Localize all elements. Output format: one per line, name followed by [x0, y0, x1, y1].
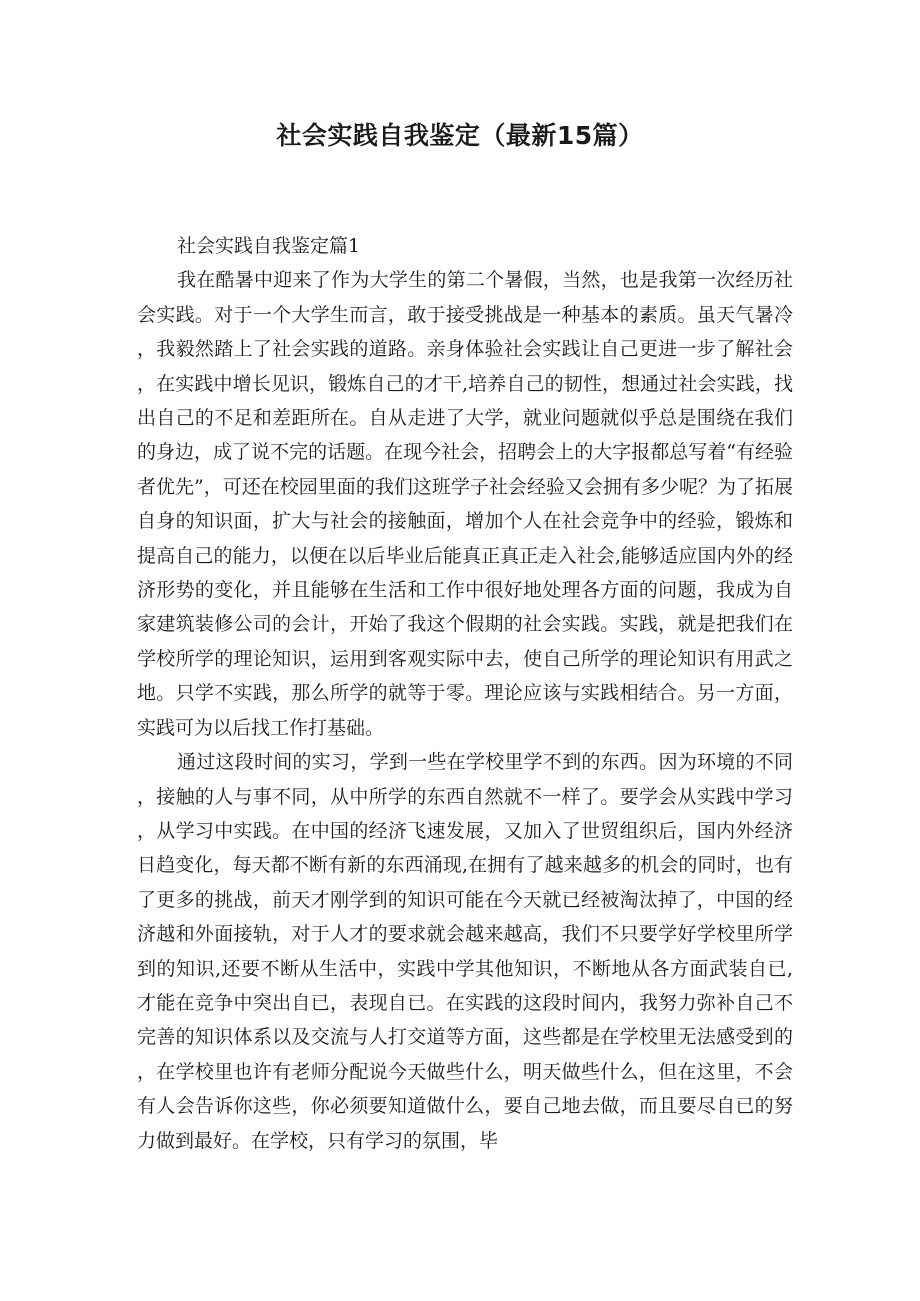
paragraph-2: 通过这段时间的实习，学到一些在学校里学不到的东西。因为环境的不同，接触的人与事不同，从中所学的东西自然就不一样了。要学会从实践中学习，从学习中实践。在中国的经济飞速发展，又加入了世贸组织后，国内外经济日趋变化，每天都不断有新的东西涌现,在拥有了越来越多的机会的同时，也有了更多的挑战，前天才刚学到的知识可能在今天就已经被淘汰掉了，中国的经济越和外面接轨，对于人才的要求就会越来越高，我们不只要学好学校里所学到的知识,还要不断从生活中，实践中学其他知识，不断地从各方面武装自已,才能在竞争中突出自已，表现自已。在实践的这段时间内，我努力弥补自己不完善的知识体系以及交流与人打交道等方面，这些都是在学校里无法感受到的，在学校里也许有老师分配说今天做些什么，明天做些什么，但在这里，不会有人会告诉你这些，你必须要知道做什么，要自己地去做，而且要尽自已的努力做到最好。在学校，只有学习的氛围，毕 — [137, 751, 793, 1152]
paragraph-1: 我在酷暑中迎来了作为大学生的第二个暑假，当然，也是我第一次经历社会实践。对于一个大学生而言，敢于接受挑战是一种基本的素质。虽天气暑冷，我毅然踏上了社会实践的道路。亲身体验社会实践让自己更进一步了解社会，在实践中增长见识，锻炼自己的才干,培养自己的韧性，想通过社会实践，找出自己的不足和差距所在。自从走进了大学，就业问题就似乎总是围绕在我们的身边，成了说不完的话题。在现今社会，招聘会上的大字报都总写着“有经验者优先”，可还在校园里面的我们这班学子社会经验又会拥有多少呢？为了拓展自身的知识面，扩大与社会的接触面，增加个人在社会竞争中的经验，锻炼和提高自己的能力，以便在以后毕业后能真正真正走入社会,能够适应国内外的经济形势的变化，并且能够在生活和工作中很好地处理各方面的问题，我成为自家建筑装修公司的会计，开始了我这个假期的社会实践。实践，就是把我们在学校所学的理论知识，运用到客观实际中去，使自己所学的理论知识有用武之地。只学不实践，那么所学的就等于零。理论应该与实践相结合。另一方面，实践可为以后找工作打基础。 — [137, 269, 793, 739]
document-body — [137, 229, 793, 1158]
section-heading: 社会实践自我鉴定篇1 — [177, 235, 361, 257]
document-title: 社会实践自我鉴定（最新15篇） — [276, 121, 644, 150]
